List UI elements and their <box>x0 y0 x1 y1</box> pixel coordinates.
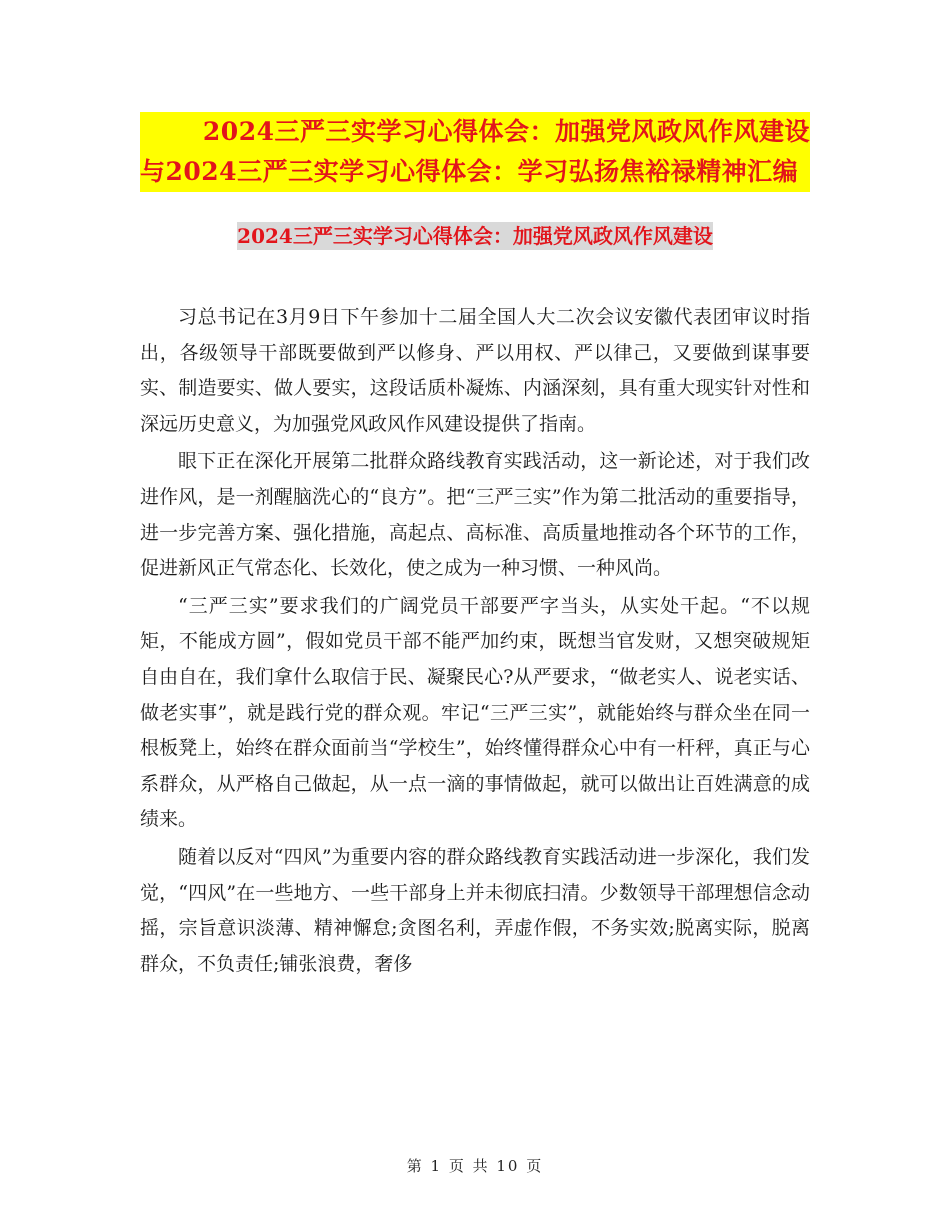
body-text <box>140 300 810 982</box>
paragraph-2: 眼下正在深化开展第二批群众路线教育实践活动，这一新论述，对于我们改进作风，是一剂醒脑洗心的“良方”。把“三严三实”作为第二批活动的重要指导，进一步完善方案、强化措施，高起点、高标准、高质量地推动各个环节的工作，促进新风正气常态化、长效化，使之成为一种习惯、一种风尚。 <box>140 450 810 580</box>
document-title-line-2: 与2024三严三实学习心得体会：学习弘扬焦裕禄精神汇编 <box>140 157 799 186</box>
paragraph-3: “三严三实”要求我们的广阔党员干部要严字当头，从实处干起。“不以规矩，不能成方圆”，假如党员干部不能严加约束，既想当官发财，又想突破规矩自由自在，我们拿什么取信于民、凝聚民心?从严要求，“做老实人、说老实话、做老实事”，就是践行党的群众观。牢记“三严三实”，就能始终与群众坐在同一根板凳上，始终在群众面前当“学校生”，始终懂得群众心中有一杆秤，真正与心系群众，从严格自己做起，从一点一滴的事情做起，就可以做出让百姓满意的成绩来。 <box>140 594 810 831</box>
page-footer: 第 1 页 共 10 页 <box>406 1157 544 1175</box>
document-title-line-1: 2024三严三实学习心得体会：加强党风政风作风建设 <box>202 117 810 146</box>
paragraph-1: 习总书记在3月9日下午参加十二届全国人大二次会议安徽代表团审议时指出，各级领导干部既要做到严以修身、严以用权、严以律己，又要做到谋事要实、制造要实、做人要实，这段话质朴凝炼、内涵深刻，具有重大现实针对性和深远历史意义，为加强党风政风作风建设提供了指南。 <box>140 306 810 435</box>
paragraph-4: 随着以反对“四风”为重要内容的群众路线教育实践活动进一步深化，我们发觉，“四风”在一些地方、一些干部身上并未彻底扫清。少数领导干部理想信念动摇，宗旨意识淡薄、精神懈怠;贪图名利，弄虚作假，不务实效;脱离实际，脱离群众，不负责任;铺张浪费，奢侈 <box>140 845 810 975</box>
section-title <box>140 218 810 254</box>
section-title-text: 2024三严三实学习心得体会：加强党风政风作风建设 <box>237 224 713 248</box>
document-title <box>140 112 810 192</box>
